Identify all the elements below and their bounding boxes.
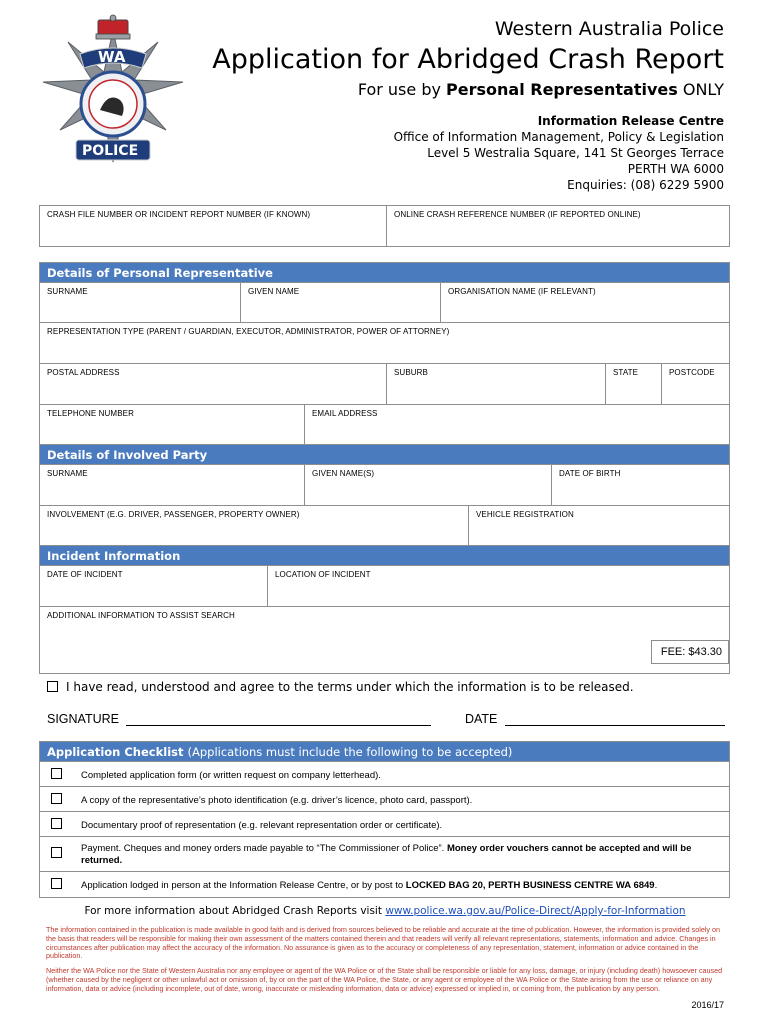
location-of-incident-field[interactable]: [267, 566, 729, 606]
state-field[interactable]: [605, 364, 661, 404]
postcode-label: POSTCODE: [669, 368, 715, 377]
signature-label: SIGNATURE: [47, 712, 119, 726]
section-heading-representative: Details of Personal Representative: [40, 263, 729, 282]
address-street: Level 5 Westralia Square, 141 St Georges Terrace: [427, 146, 724, 160]
checklist-heading-sub: (Applications must include the following to be accepted): [187, 745, 513, 759]
suburb-label: SUBURB: [394, 368, 428, 377]
subtitle-bold: Personal Representatives: [446, 80, 678, 99]
more-information-text: For more information about Abridged Crash Reports visit: [84, 905, 386, 917]
badge-bottom-text: POLICE: [82, 143, 139, 159]
representation-type-label: REPRESENTATION TYPE (PARENT / GUARDIAN, EXECUTOR, ADMINISTRATOR, POWER OF ATTORNEY): [47, 327, 450, 336]
checklist-text: [81, 837, 721, 867]
release-centre-address: [394, 113, 724, 193]
checklist-item4-bold: Money order vouchers cannot be accepted and will be returned.: [81, 843, 692, 866]
rep-given-name-label: GIVEN NAME: [248, 287, 300, 296]
address-centre: Information Release Centre: [537, 114, 724, 128]
rep-surname-field[interactable]: [40, 283, 240, 322]
date-of-incident-label: DATE OF INCIDENT: [47, 570, 123, 579]
crash-reference-section: [39, 205, 730, 247]
representation-type-field[interactable]: [40, 323, 729, 363]
postal-address-label: POSTAL ADDRESS: [47, 368, 120, 377]
agreement-row: [47, 680, 634, 694]
crown-icon: [96, 15, 130, 39]
checklist-item: [40, 836, 729, 871]
crash-file-number-label: CRASH FILE NUMBER OR INCIDENT REPORT NUMBER (IF KNOWN): [47, 210, 311, 219]
section-heading-checklist: [40, 742, 729, 761]
telephone-field[interactable]: [40, 405, 304, 444]
badge-top-text: WA: [98, 48, 126, 66]
personal-representative-section: [39, 262, 730, 445]
checklist-item5-bold: LOCKED BAG 20, PERTH BUSINESS CENTRE WA 6849: [405, 880, 655, 891]
application-checklist-section: [39, 741, 730, 898]
additional-information-label: ADDITIONAL INFORMATION TO ASSIST SEARCH: [47, 611, 235, 620]
location-of-incident-label: LOCATION OF INCIDENT: [275, 570, 371, 579]
agreement-text: I have read, understood and agree to the terms under which the information is to be released.: [66, 680, 634, 694]
signature-line[interactable]: [126, 725, 431, 726]
involved-surname-field[interactable]: [40, 465, 304, 505]
checklist-item: [40, 761, 729, 786]
checklist-checkbox-cell: [40, 812, 72, 836]
more-information-link[interactable]: www.police.wa.gov.au/Police-Direct/Apply-for-Information: [385, 905, 686, 917]
form-subtitle: [358, 80, 724, 99]
form-version: 2016/17: [691, 1000, 724, 1010]
involvement-label: INVOLVEMENT (E.G. DRIVER, PASSENGER, PROPERTY OWNER): [47, 510, 300, 519]
vehicle-registration-field[interactable]: [468, 506, 729, 545]
checklist-item5-end: .: [654, 880, 658, 891]
form-title: Application for Abridged Crash Report: [212, 44, 724, 75]
checklist-item4-text: Payment. Cheques and money orders made payable to “The Commissioner of Police”.: [81, 843, 447, 854]
fee-box: FEE: $43.30: [651, 640, 729, 664]
checklist-checkbox[interactable]: [51, 847, 62, 858]
rep-organisation-field[interactable]: [440, 283, 729, 322]
checklist-checkbox[interactable]: [51, 768, 62, 779]
involved-surname-label: SURNAME: [47, 469, 88, 478]
agreement-checkbox[interactable]: [47, 681, 58, 692]
checklist-checkbox-cell: [40, 787, 72, 811]
rep-given-name-field[interactable]: [240, 283, 440, 322]
subtitle-post: ONLY: [677, 80, 724, 99]
date-of-birth-label: DATE OF BIRTH: [559, 469, 621, 478]
suburb-field[interactable]: [386, 364, 605, 404]
date-label: DATE: [464, 712, 498, 726]
address-city: PERTH WA 6000: [627, 162, 724, 176]
involvement-field[interactable]: [40, 506, 468, 545]
checklist-text: Completed application form (or written request on company letterhead).: [81, 770, 381, 781]
email-field[interactable]: [304, 405, 729, 444]
rep-organisation-label: ORGANISATION NAME (IF RELEVANT): [448, 287, 596, 296]
state-label: STATE: [613, 368, 639, 377]
date-of-birth-field[interactable]: [551, 465, 729, 505]
checklist-heading: Application Checklist: [47, 745, 184, 759]
checklist-item: [40, 871, 729, 897]
postcode-field[interactable]: [661, 364, 729, 404]
checklist-item5-text: Application lodged in person at the Information Release Centre, or by post to: [81, 880, 406, 891]
checklist-checkbox[interactable]: [51, 878, 62, 889]
crash-file-number-field[interactable]: [40, 206, 386, 246]
address-enquiries: Enquiries: (08) 6229 5900: [567, 178, 724, 192]
telephone-label: TELEPHONE NUMBER: [47, 409, 134, 418]
email-label: EMAIL ADDRESS: [312, 409, 378, 418]
checklist-item: [40, 786, 729, 811]
section-heading-incident: Incident Information: [40, 546, 729, 565]
subtitle-pre: For use by: [357, 80, 447, 99]
signature-row: [47, 712, 725, 726]
disclaimer-paragraph-2: Neither the WA Police nor the State of Western Australia nor any employee or agent of the WA Police or of the State shall be responsible or liable for any loss, damage, or injury (including death) howsoever caused (whether caused by the negligent or other unlawful act or omission of, by or on the part of the WA Police, the State, or any agent or employee of the WA Police or the State arising from the use or reliance on any information, data or advice (including incomplete, out of date, wrong, inaccurate or misleading information, data or advice) expressed or implied in, or coming from, the publication by any person.: [46, 966, 723, 993]
checklist-checkbox[interactable]: [51, 793, 62, 804]
disclaimer-paragraph-1: The information contained in the publication is made available in good faith and is derived from sources believed to be reliable and accurate at the time of publication. However, the information is provided solely on the basis that readers will be responsible for making their own assessment of the matters contained therein and that readers will verify all relevant representations, statements, information and advice. Changes in circumstances after publication may affect the accuracy of the information. No assurance is given as to the accuracy or completeness of any representation, statement, information or advice contained in the publication.: [46, 925, 721, 961]
involved-given-names-label: GIVEN NAME(S): [312, 469, 375, 478]
checklist-item: [40, 811, 729, 836]
rep-surname-label: SURNAME: [47, 287, 88, 296]
checklist-checkbox-cell: [40, 872, 72, 897]
checklist-text: Documentary proof of representation (e.g. relevant representation order or certificate).: [81, 820, 443, 831]
checklist-text: A copy of the representative’s photo identification (e.g. driver’s licence, photo card, passport).: [81, 795, 473, 806]
checklist-checkbox-cell: [40, 837, 72, 871]
online-crash-reference-label: ONLINE CRASH REFERENCE NUMBER (IF REPORTED ONLINE): [394, 210, 641, 219]
involved-party-section: [39, 445, 730, 546]
more-information: [0, 905, 770, 917]
date-line[interactable]: [505, 725, 725, 726]
organisation-name: Western Australia Police: [494, 18, 724, 40]
involved-given-names-field[interactable]: [304, 465, 551, 505]
online-crash-reference-field[interactable]: [386, 206, 729, 246]
additional-information-field[interactable]: [40, 607, 729, 672]
incident-information-section: [39, 546, 730, 674]
section-heading-involved: Details of Involved Party: [40, 445, 729, 464]
address-office: Office of Information Management, Policy & Legislation: [393, 130, 724, 144]
checklist-checkbox-cell: [40, 762, 72, 786]
checklist-text: [81, 872, 721, 892]
checklist-checkbox[interactable]: [51, 818, 62, 829]
postal-address-field[interactable]: [40, 364, 386, 404]
date-of-incident-field[interactable]: [40, 566, 267, 606]
vehicle-registration-label: VEHICLE REGISTRATION: [476, 510, 574, 519]
